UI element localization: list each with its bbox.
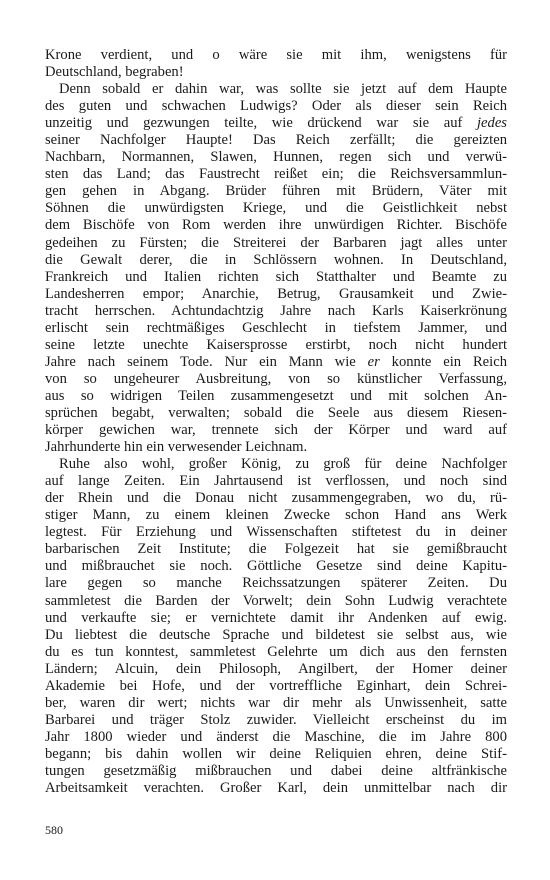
text-line: gen gehen in Abgang. Brüder führen mit Brüdern, Väter mit [45, 183, 507, 200]
text-line: barbarischen Zeit Institute; die Folgezeit hat sie gemißbraucht [45, 541, 507, 558]
text-line: Frankreich und Italien richten sich Statthalter und Beamte zu [45, 268, 507, 285]
text-line: des guten und schwachen Ludwigs? Oder als dieser sein Reich [45, 98, 507, 115]
text-line: körper gewichen war, trennete sich der Körper und ward auf [45, 422, 507, 439]
text-line: Ruhe also wohl, großer König, zu groß für deine Nachfolger [59, 456, 507, 473]
text-line: tungen gesetzmäßig mißbrauchen und dabei deine altfränkische [45, 762, 507, 779]
text-line: die Gewalt derer, die in Schlössern wohnen. In Deutschland, [45, 251, 507, 268]
emphasized-word: er [367, 353, 380, 370]
text-line: sammletest die Barden der Vorwelt; dein Sohn Ludwig verachtete [45, 592, 507, 609]
text-line: Krone verdient, und o wäre sie mit ihm, wenigstens für [45, 47, 507, 63]
text-line: und verkaufte sie; er vernichtete damit ihr Andenken auf ewig. [45, 609, 507, 626]
text-line: sten das Land; das Faustrecht reißet ein; die Reichsversammlun- [45, 166, 507, 183]
text-line: gedeihen zu Fürsten; die Streiterei der Barbaren jagt alles unter [45, 234, 507, 251]
text-line: Ländern; Alcuin, dein Philosoph, Angilbert, der Homer deiner [45, 660, 507, 677]
text-line: Barbarei und träger Stolz zuwider. Vielleicht erscheinst du im [45, 711, 507, 728]
text-line: Jahrhunderte hin ein verwesender Leichnam. [45, 439, 308, 456]
text-line: Söhnen die unwürdigsten Kriege, und die Geistlichkeit nebst [45, 200, 507, 217]
text-line: Akademie bei Hofe, und der vortreffliche Eginhart, dein Schrei- [45, 677, 507, 694]
text-line: Jahre nach seinem Tode. Nur ein Mann wie er konnte ein Reich [45, 353, 507, 370]
text-line: Du liebtest die deutsche Sprache und bildetest sie selbst aus, wie [45, 626, 507, 643]
text-line: du es tun konntest, sammletest Gelehrte um dich aus den fernsten [45, 643, 507, 660]
text-line: Denn sobald er dahin war, was sollte sie jetzt auf dem Haupte [59, 81, 507, 98]
text-line: von so ungeheurer Ausbreitung, von so künstlicher Verfassung, [45, 370, 507, 387]
body-text [45, 47, 507, 797]
text-line: tracht herrschen. Achtundachtzig Jahre nach Karls Kaiserkrönung [45, 302, 507, 319]
text-line: sprüchen begabt, verwalten; sobald die Seele aus diesem Riesen- [45, 404, 507, 421]
text-line: Jahr 1800 wieder und änderst die Maschine, die im Jahre 800 [45, 728, 507, 745]
text-line: Nachbarn, Normannen, Slawen, Hunnen, regen sich und verwü- [45, 149, 507, 166]
text-line: auf lange Zeiten. Ein Jahrtausend ist verflossen, und noch sind [45, 473, 507, 490]
text-line: erlischt sein rechtmäßiges Geschlecht in tiefstem Jammer, und [45, 319, 507, 336]
text-line: unzeitig und gezwungen teilte, wie drückend war sie auf jedes [45, 115, 507, 132]
text-line: seiner Nachfolger Haupte! Das Reich zerfällt; die gereizten [45, 132, 507, 149]
text-line: Landesherren empor; Anarchie, Betrug, Grausamkeit und Zwie- [45, 285, 507, 302]
emphasized-word: jedes [477, 115, 507, 132]
text-line: der Rhein und die Donau nicht zusammengegraben, wo du, rü- [45, 490, 507, 507]
text-line: Deutschland, begraben! [45, 64, 184, 81]
text-line: ber, waren dir wert; nichts war dir mehr als Unwissenheit, satte [45, 694, 507, 711]
text-line: begann; bis dahin wollen wir deine Reliquien ehren, deine Stif- [45, 745, 507, 762]
text-line: und mißbrauchet sie noch. Göttliche Gesetze sind deine Kapitu- [45, 558, 507, 575]
page-number: 580 [45, 823, 63, 837]
text-line: dem Bischöfe von Rom werden ihre unwürdigen Richter. Bischöfe [45, 217, 507, 234]
text-line: lare gegen so manche Reichssatzungen späterer Zeiten. Du [45, 575, 507, 592]
text-line: legtest. Für Erziehung und Wissenschaften stiftetest du in deiner [45, 524, 507, 541]
text-line: stiger Mann, zu einem kleinen Zwecke schon Hand ans Werk [45, 507, 507, 524]
text-line: aus so widrigen Teilen zusammengesetzt und mit solchen An- [45, 387, 507, 404]
text-line: Arbeitsamkeit verachten. Großer Karl, dein unmittelbar nach dir [45, 780, 507, 797]
text-line: seine letzte unechte Kaisersprosse erstirbt, noch nicht hundert [45, 336, 507, 353]
